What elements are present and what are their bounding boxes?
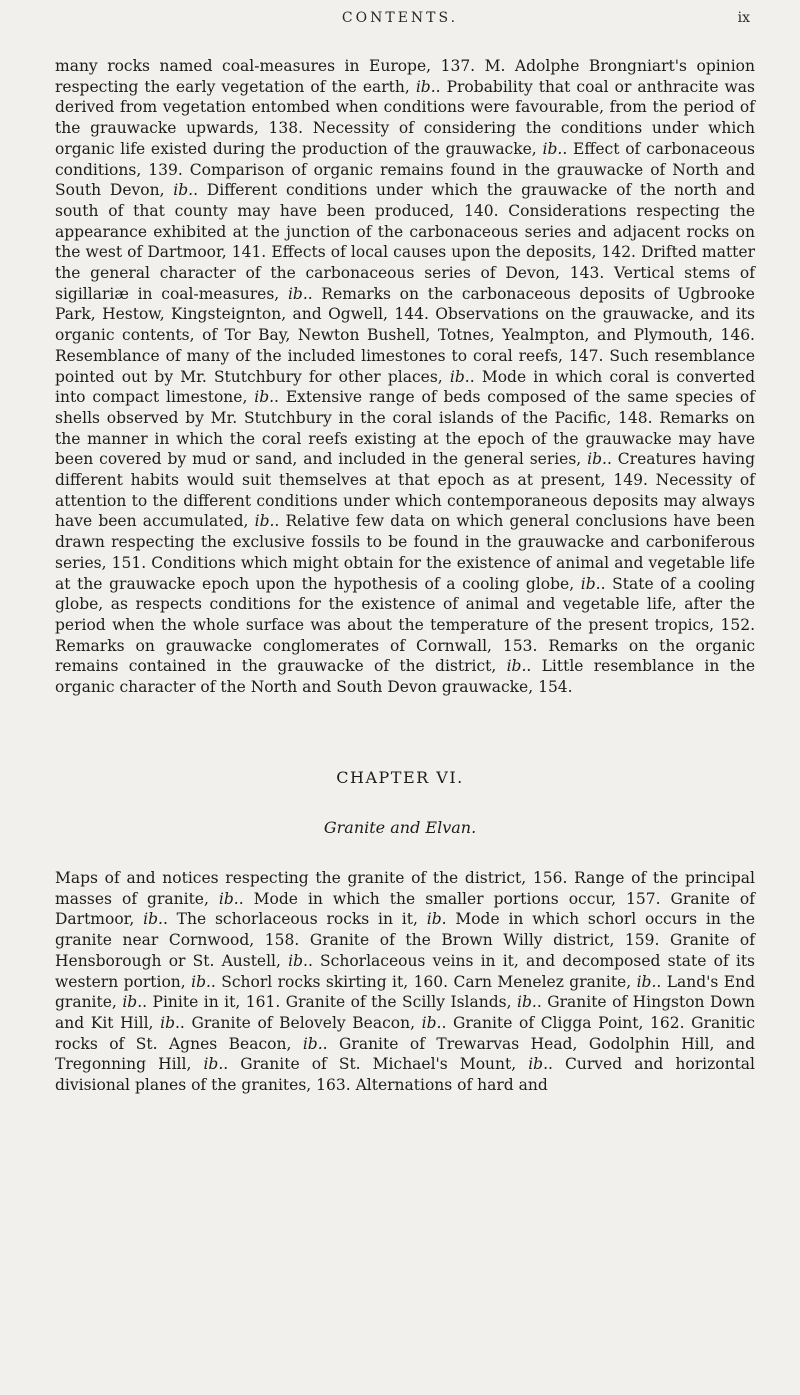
ibid-reference: ib. [587, 450, 607, 469]
chapter-number: CHAPTER VI. [336, 768, 464, 787]
ibid-reference: ib. [302, 1034, 323, 1053]
ibid-reference: ib. [160, 1013, 180, 1032]
ibid-reference: ib. [122, 993, 143, 1012]
ibid-reference: ib. [528, 1055, 549, 1074]
text-segment: Maps of and notices respecting the granite of the district, 156. Range of the principal masses of granite, [55, 869, 755, 908]
text-segment: many rocks named coal-measures in Europe, 137. M. Adolphe Brongniart's opinion respecting the early vegetation of the earth, [55, 57, 755, 96]
text-segment: . The schorlaceous rocks in it, [162, 910, 427, 929]
text-segment: . Granite of Hingston Down and Kit Hill, [55, 993, 755, 1032]
contents-section-chapter-v-continued [55, 56, 755, 698]
text-segment: . State of a cooling globe, as respects conditions for the existence of animal and vegetable life, after the period when the whole surface was about the temperature of the present tropics, 152. Remarks on grauwacke conglomerates of Cornwall, 153. Remarks on the organic remains contained in the grauwacke of the district, [55, 574, 755, 676]
text-segment: . Pinite in it, 161. Granite of the Scilly Islands, [142, 993, 517, 1012]
contents-section-chapter-vi [55, 868, 755, 1096]
ibid-reference: ib. [426, 910, 447, 929]
text-segment: . Relative few data on which general conclusions have been drawn respecting the exclusive fossils to be found in the grauwacke and carboniferous series, 151. Conditions which might obtain for the existence of animal and vegetable life at the grauwacke epoch upon the hypothesis of a cooling globe, [55, 512, 756, 593]
text-segment: . Creatures having different habits would suit themselves at that epoch as at present, 149. Necessity of attention to the different conditions under which contemporaneous deposits may always have been accumulated, [55, 450, 755, 531]
ibid-reference: ib. [203, 1055, 224, 1074]
ibid-reference: ib. [218, 889, 239, 908]
ibid-reference: ib. [517, 993, 537, 1012]
chapter-title: Granite and Elvan. [323, 818, 477, 837]
ibid-reference: ib. [287, 284, 308, 303]
ibid-reference: ib. [506, 657, 527, 676]
page-number: ix [737, 10, 750, 26]
text-segment: . Extensive range of beds composed of the same species of shells observed by Mr. Stutchbury in the coral islands of the Pacific, 148. Remarks on the manner in which the coral reefs existing at the epoch of the grauwacke may have been covered by mud or sand, and included in the general series, [55, 388, 755, 469]
contents-paragraph [55, 868, 755, 1096]
ibid-reference: ib. [143, 910, 163, 929]
ibid-reference: ib. [415, 77, 436, 96]
ibid-reference: ib. [542, 139, 563, 158]
running-head [0, 10, 800, 40]
ibid-reference: ib. [173, 181, 194, 200]
text-segment: . Schorlaceous veins in it, and decomposed state of its western portion, [55, 951, 755, 991]
text-segment: . Probability that coal or anthracite was derived from vegetation entombed when conditions were favourable, from the period of the grauwacke upwards, 138. Necessity of considering the conditions under which organic life existed during the production of the grauwacke, [55, 77, 755, 158]
text-segment: . Effect of carbonaceous conditions, 139. Comparison of organic remains found in the grauwacke of North and South Devon, [55, 139, 755, 200]
ibid-reference: ib. [288, 951, 308, 970]
text-segment: . Mode in which coral is converted into compact limestone, [55, 367, 755, 407]
text-segment: . Remarks on the carbonaceous deposits of Ugbrooke Park, Hestow, Kingsteignton, and Ogwell, 144. Observations on the grauwacke, and its organic contents, of Tor Bay, Newton Bushell, Totnes, Yealmpton, and Plymouth, 146. Resemblance of many of the included limestones to coral reefs, 147. Such resemblance pointed out by Mr. Stutchbury for other places, [55, 284, 755, 386]
text-segment: . Little resemblance in the organic character of the North and South Devon grauwacke, 154. [55, 657, 755, 697]
text-segment: Mode in which schorl occurs in the granite near Cornwood, 158. Granite of the Brown Willy district, 159. Granite of Hensborough or St. Austell, [55, 910, 756, 970]
ibid-reference: ib. [580, 574, 601, 593]
ibid-reference: ib. [636, 972, 657, 991]
text-segment: . Different conditions under which the grauwacke of the north and south of that county may have been produced, 140. Considerations respecting the appearance exhibited at the junction of the carbonaceous series and adjacent rocks on the west of Dartmoor, 141. Effects of local causes upon the deposits, 142. Drifted matter the general character of the carbonaceous series of Devon, 143. Vertical stems of sigillariæ in coal-measures, [55, 181, 755, 303]
ibid-reference: ib. [191, 972, 211, 991]
text-segment: . Land's End granite, [55, 972, 755, 1012]
text-segment: . Curved and horizontal divisional planes of the granites, 163. Alternations of hard and [55, 1055, 755, 1095]
ibid-reference: ib. [421, 1013, 442, 1032]
text-segment: . Mode in which the smaller portions occur, 157. Granite of Dartmoor, [55, 889, 756, 929]
contents-paragraph [55, 56, 755, 698]
text-segment: . Granite of St. Michael's Mount, [223, 1055, 529, 1074]
running-title: CONTENTS. [341, 10, 459, 26]
text-segment: . Granite of Cligga Point, 162. Granitic rocks of St. Agnes Beacon, [55, 1013, 756, 1053]
text-segment: . Granite of Trewarvas Head, Godolphin Hill, and Tregonning Hill, [55, 1034, 755, 1074]
ibid-reference: ib. [254, 388, 275, 407]
ibid-reference: ib. [254, 512, 275, 531]
ibid-reference: ib. [449, 367, 470, 386]
text-segment: . Schorl rocks skirting it, 160. Carn Menelez granite, [210, 972, 637, 991]
text-segment: . Granite of Belovely Beacon, [179, 1013, 422, 1032]
